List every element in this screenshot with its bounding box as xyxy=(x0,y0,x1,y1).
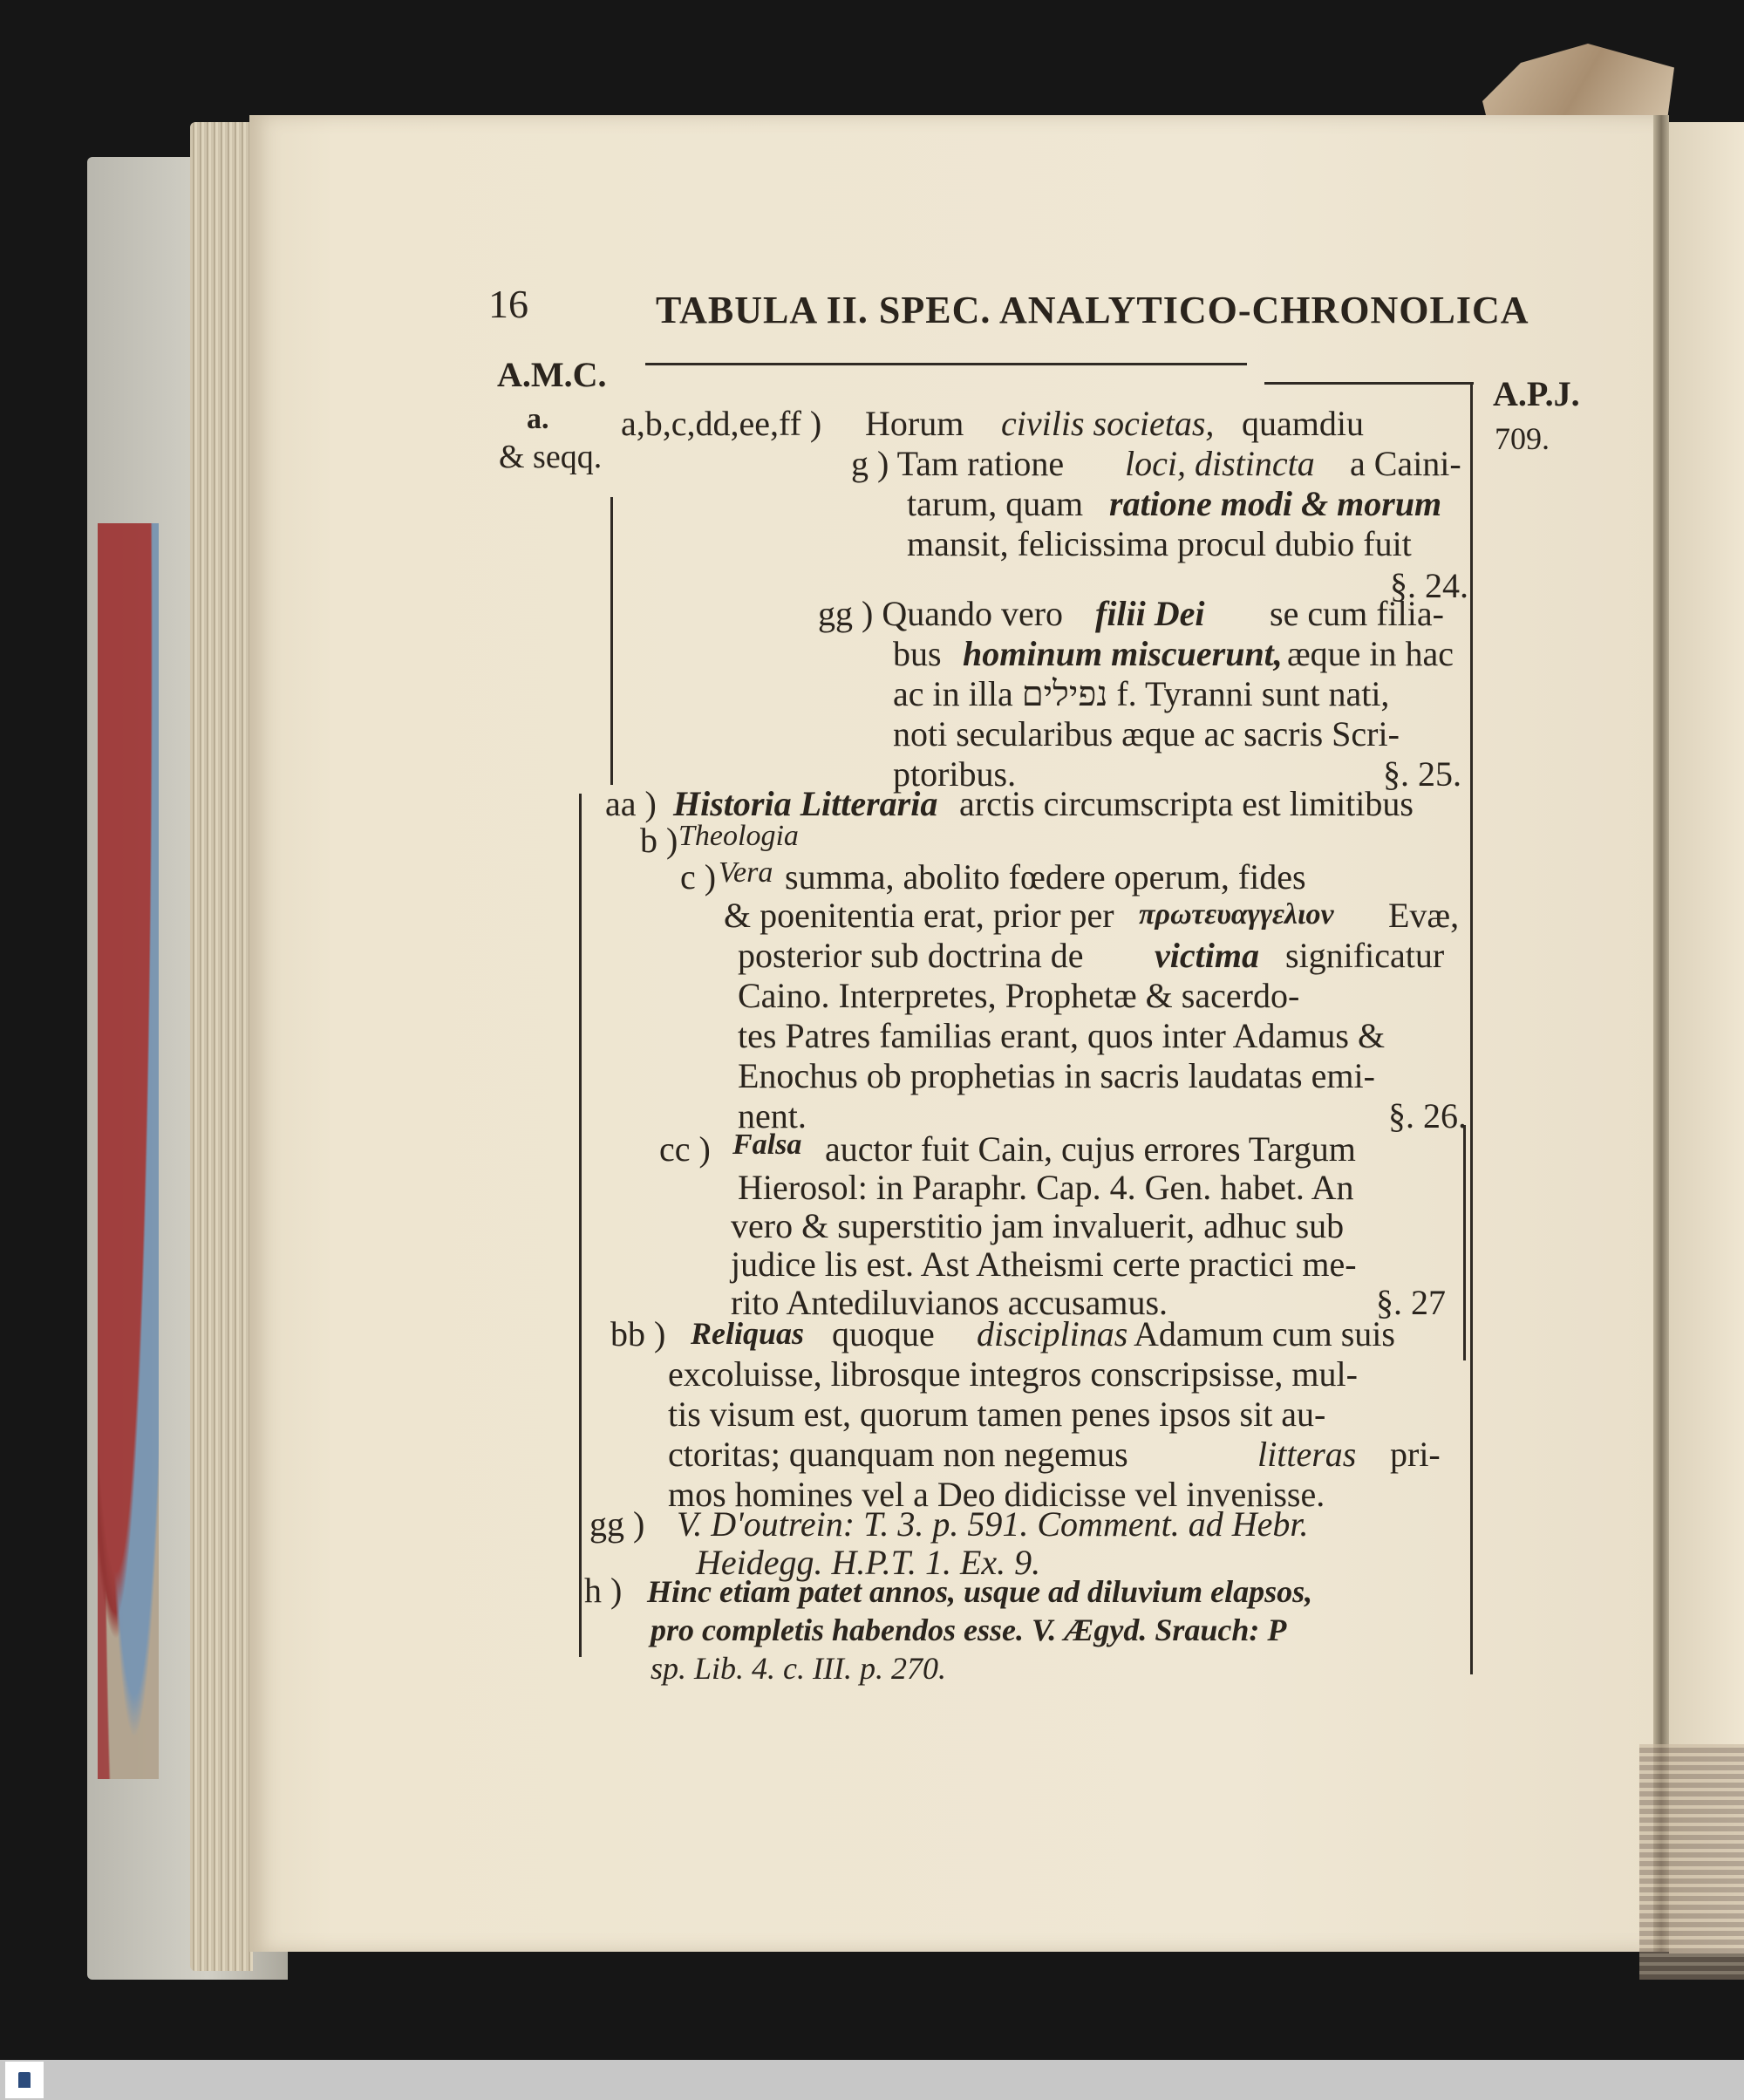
line-5: §. 24. xyxy=(1390,566,1468,605)
line-1a: a,b,c,dd,ee,ff ) xyxy=(621,404,822,443)
line-14b: πρωτευαγγελιον xyxy=(1139,898,1334,931)
line-16: Caino. Interpretes, Prophetæ & sacerdo- xyxy=(738,976,1300,1015)
bracket-right xyxy=(1470,384,1473,1674)
line-25a: bb ) xyxy=(610,1314,666,1353)
line-10: ptoribus. xyxy=(893,754,1017,794)
binding-threads xyxy=(1639,1744,1744,1980)
line-24-section: §. 27 xyxy=(1376,1283,1446,1322)
left-margin-label: A.M.C. xyxy=(497,355,607,394)
line-3b: ratione modi & morum xyxy=(1109,484,1442,523)
line-11b: Historia Litteraria xyxy=(673,784,938,823)
line-6b: filii Dei xyxy=(1095,594,1205,633)
line-14c: Evæ, xyxy=(1388,896,1460,935)
book-gutter xyxy=(1653,115,1669,1952)
line-15c: significatur xyxy=(1285,936,1445,975)
line-28c: pri- xyxy=(1390,1435,1441,1474)
left-margin-seqq: & seqq. xyxy=(499,439,603,475)
bracket-g xyxy=(610,497,613,785)
line-19-section: §. 26. xyxy=(1388,1096,1467,1135)
line-13c: summa, abolito fœdere operum, fides xyxy=(785,857,1306,897)
bracket-cc xyxy=(1463,1125,1466,1360)
line-32a: h ) xyxy=(584,1571,623,1610)
line-1c: civilis societas, xyxy=(1001,404,1215,443)
line-28a: ctoritas; quanquam non negemus xyxy=(668,1435,1128,1474)
line-31: Heidegg. H.P.T. 1. Ex. 9. xyxy=(696,1543,1041,1582)
line-20a: cc ) xyxy=(659,1129,711,1169)
line-12b: Theologia xyxy=(678,820,799,852)
line-34: sp. Lib. 4. c. III. p. 270. xyxy=(651,1651,946,1686)
line-2b: loci, distincta xyxy=(1125,444,1315,483)
library-logo xyxy=(5,2062,44,2098)
line-11c: arctis circumscripta est limitibus xyxy=(959,784,1414,823)
line-25b: Reliquas xyxy=(691,1316,805,1351)
line-21: Hierosol: in Paraphr. Cap. 4. Gen. habet. An xyxy=(738,1168,1354,1207)
line-32b: Hinc etiam patet annos, usque ad diluvium elapsos, xyxy=(647,1574,1313,1609)
header-rule-left xyxy=(645,363,1247,365)
line-6c: se cum filia- xyxy=(1270,594,1444,633)
line-25e: Adamum cum suis xyxy=(1134,1314,1395,1353)
line-28b: litteras xyxy=(1257,1435,1357,1474)
line-19: nent. xyxy=(738,1096,807,1135)
page-edges xyxy=(190,122,253,1971)
line-1d: quamdiu xyxy=(1242,404,1364,443)
line-22: vero & superstitio jam invaluerit, adhuc sub xyxy=(731,1206,1345,1245)
page-number: 16 xyxy=(488,282,528,326)
right-margin-label: A.P.J. xyxy=(1493,374,1580,413)
line-2a: g ) Tam ratione xyxy=(851,444,1065,483)
line-9: noti secularibus æque ac sacris Scri- xyxy=(893,714,1400,753)
line-14a: & poenitentia erat, prior per xyxy=(724,896,1114,935)
page-title: TABULA II. SPEC. ANALYTICO-CHRONOLICA xyxy=(656,289,1529,331)
viewer-footer-bar xyxy=(0,2060,1744,2100)
line-20c: auctor fuit Cain, cujus errores Targum xyxy=(825,1129,1356,1169)
line-25d: disciplinas xyxy=(977,1314,1128,1353)
line-20b: Falsa xyxy=(732,1128,802,1161)
line-6a: gg ) Quando vero xyxy=(818,594,1064,633)
line-13a: c ) xyxy=(680,857,717,897)
line-12a: b ) xyxy=(640,821,678,860)
line-2c: a Caini- xyxy=(1350,444,1461,483)
line-1b: Horum xyxy=(865,404,964,443)
line-7a: bus xyxy=(893,634,942,673)
line-8: ac in illa נפילים f. Tyranni sunt nati, xyxy=(893,674,1390,713)
line-7c: æque in hac xyxy=(1287,634,1454,673)
line-29: mos homines vel a Deo didicisse vel invenisse. xyxy=(668,1475,1325,1514)
library-logo-icon xyxy=(18,2072,31,2088)
line-26: excoluisse, librosque integros conscripsisse, mul- xyxy=(668,1354,1358,1394)
line-17: tes Patres familias erant, quos inter Adamus & xyxy=(738,1016,1386,1055)
line-33: pro completis habendos esse. V. Ægyd. Srauch: P xyxy=(651,1612,1287,1647)
left-margin-sub: a. xyxy=(527,403,549,435)
line-24: rito Antediluvianos accusamus. xyxy=(731,1283,1168,1322)
line-15a: posterior sub doctrina de xyxy=(738,936,1084,975)
line-30a: gg ) xyxy=(589,1504,645,1544)
marbled-endpaper xyxy=(98,523,159,1779)
line-27: tis visum est, quorum tamen penes ipsos sit au- xyxy=(668,1394,1326,1434)
line-15b: victima xyxy=(1155,936,1259,975)
line-11a: aa ) xyxy=(605,784,657,823)
right-margin-year: 709. xyxy=(1495,421,1550,456)
bracket-aa xyxy=(579,794,582,1657)
line-7b: hominum miscuerunt, xyxy=(963,634,1283,673)
line-23: judice lis est. Ast Atheismi certe practici me- xyxy=(731,1244,1357,1284)
line-13b: Vera xyxy=(719,856,773,889)
line-30b: V. D'outrein: T. 3. p. 591. Comment. ad Hebr. xyxy=(677,1504,1309,1544)
header-rule-right xyxy=(1264,382,1474,385)
line-18: Enochus ob prophetias in sacris laudatas emi- xyxy=(738,1056,1375,1095)
line-10-section: §. 25. xyxy=(1383,754,1461,794)
facing-page xyxy=(1669,122,1744,1953)
line-3a: tarum, quam xyxy=(907,484,1084,523)
line-4: mansit, felicissima procul dubio fuit xyxy=(907,524,1412,563)
line-25c: quoque xyxy=(832,1314,935,1353)
